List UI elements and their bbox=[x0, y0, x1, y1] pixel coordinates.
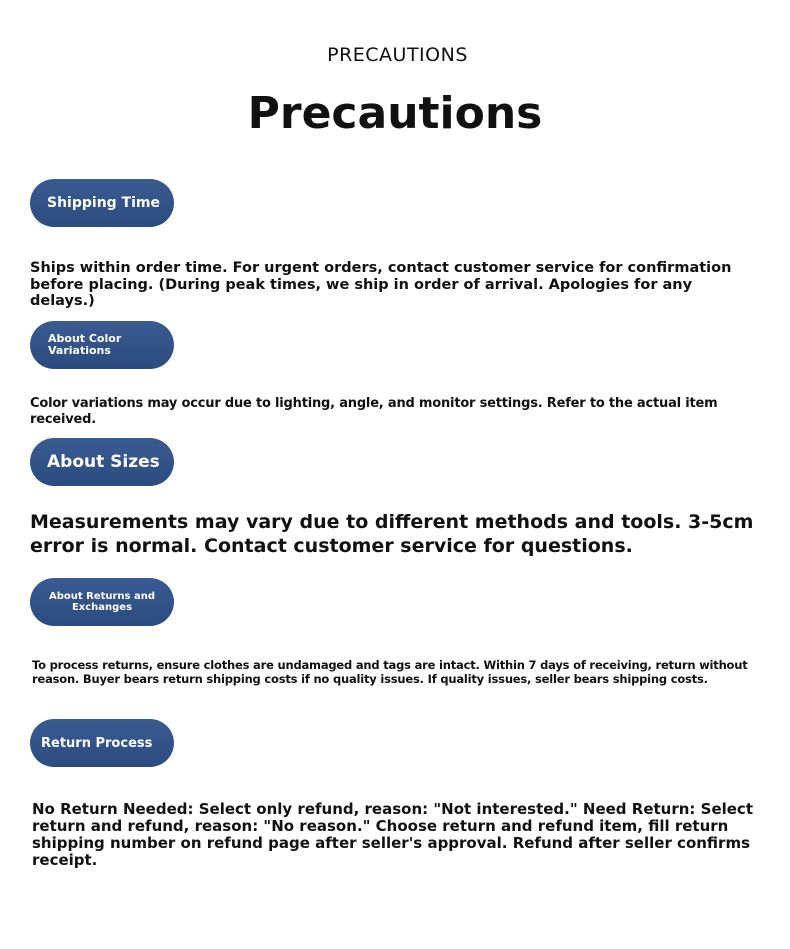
shipping-time-label: Shipping Time bbox=[47, 195, 160, 211]
returns-exchanges-text: To process returns, ensure clothes are undamaged and tags are intact. Within 7 days of receiving, return without reason. Buyer bears return shipping costs if no quality issues. If quality issues, seller bears shipping costs. bbox=[32, 658, 748, 686]
shipping-time-text: Ships within order time. For urgent orders, contact customer service for confirmation before placing. (During peak times, we ship in order of arrival. Apologies for any delays.) bbox=[30, 260, 732, 309]
sizes-label: About Sizes bbox=[47, 452, 160, 472]
page-title: Precautions bbox=[247, 88, 543, 139]
return-process-label: Return Process bbox=[41, 735, 153, 751]
returns-exchanges-tab[interactable] bbox=[30, 578, 174, 626]
color-variations-text: Color variations may occur due to lighting, angle, and monitor settings. Refer to the actual item received. bbox=[30, 396, 718, 427]
color-variations-tab[interactable] bbox=[30, 321, 174, 369]
page-kicker: PRECAUTIONS bbox=[327, 44, 468, 66]
color-variations-label: About Color Variations bbox=[48, 332, 122, 357]
return-process-tab[interactable] bbox=[30, 719, 174, 767]
sizes-text: Measurements may vary due to different methods and tools. 3-5cm error is normal. Contact customer service for questions. bbox=[30, 511, 754, 557]
shipping-time-tab[interactable] bbox=[30, 179, 174, 227]
returns-exchanges-label: About Returns and Exchanges bbox=[48, 591, 156, 613]
return-process-text: No Return Needed: Select only refund, reason: "Not interested." Need Return: Select return and refund, reason: "No reason." Choose return and refund item, fill return shipping number on refund page after seller's approval. Refund after seller confirms receipt. bbox=[32, 800, 753, 869]
sizes-tab[interactable] bbox=[30, 438, 174, 486]
